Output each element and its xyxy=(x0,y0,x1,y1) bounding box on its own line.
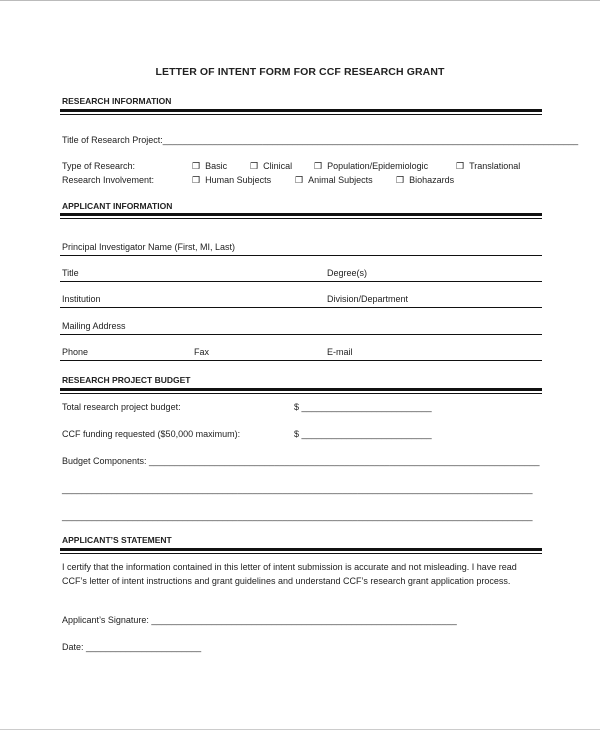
institution-field[interactable]: Institution xyxy=(62,294,101,304)
section-divider xyxy=(60,109,542,112)
research-involvement-label: Research Involvement: xyxy=(62,175,155,185)
checkbox-icon: ❒ xyxy=(250,161,259,171)
phone-field[interactable]: Phone xyxy=(62,347,89,357)
checkbox-label: Population/Epidemiologic xyxy=(327,161,429,171)
checkbox-icon: ❒ xyxy=(192,175,201,185)
division-department-field[interactable]: Division/Department xyxy=(327,294,409,304)
section-divider xyxy=(60,393,542,394)
checkbox-animal-subjects[interactable] xyxy=(295,175,373,186)
checkbox-icon: ❒ xyxy=(295,175,304,185)
budget-components-line[interactable]: ______________________________________________________________________________________________ xyxy=(62,511,533,521)
field-line xyxy=(60,307,542,308)
checkbox-label: Clinical xyxy=(263,161,293,171)
total-budget-label: Total research project budget: xyxy=(62,402,181,412)
checkbox-human-subjects[interactable] xyxy=(192,175,271,186)
ccf-funding-field[interactable]: $ __________________________ xyxy=(294,429,432,439)
section-heading-research-project-budget: RESEARCH PROJECT BUDGET xyxy=(62,375,191,385)
mailing-address-field[interactable]: Mailing Address xyxy=(62,321,126,331)
section-divider xyxy=(60,213,542,216)
checkbox-biohazards[interactable] xyxy=(396,175,454,186)
pi-name-field[interactable]: Principal Investigator Name (First, MI, Last) xyxy=(62,242,236,252)
certification-statement: I certify that the information contained in this letter of intent submission is accurate and not misleading. I have read CCF’s letter of intent instructions and grant guidelines and understand CCF’s research grant application process. xyxy=(62,562,517,586)
form-title: LETTER OF INTENT FORM FOR CCF RESEARCH GRANT xyxy=(155,66,445,78)
field-line xyxy=(60,334,542,335)
section-heading-research-information: RESEARCH INFORMATION xyxy=(62,96,172,106)
checkbox-basic[interactable] xyxy=(192,161,227,172)
ccf-funding-label: CCF funding requested ($50,000 maximum): xyxy=(62,429,241,439)
email-field[interactable]: E-mail xyxy=(327,347,353,357)
checkbox-label: Human Subjects xyxy=(205,175,272,185)
checkbox-population-epidemiologic[interactable] xyxy=(314,161,428,172)
title-of-research-project-field[interactable]: Title of Research Project:___________________________________________________________________________________ xyxy=(62,135,579,145)
section-heading-applicant-information: APPLICANT INFORMATION xyxy=(62,201,173,211)
checkbox-icon: ❒ xyxy=(314,161,323,171)
type-of-research-label: Type of Research: xyxy=(62,161,136,171)
section-divider xyxy=(60,553,542,554)
checkbox-icon: ❒ xyxy=(192,161,201,171)
total-budget-field[interactable]: $ __________________________ xyxy=(294,402,432,412)
checkbox-icon: ❒ xyxy=(456,161,465,171)
date-field[interactable]: Date: _______________________ xyxy=(62,642,202,652)
fax-field[interactable]: Fax xyxy=(194,347,210,357)
checkbox-label: Animal Subjects xyxy=(308,175,373,185)
applicant-signature-field[interactable]: Applicant’s Signature: _____________________________________________________________ xyxy=(62,615,457,625)
field-line xyxy=(60,360,542,361)
field-line xyxy=(60,255,542,256)
checkbox-label: Translational xyxy=(469,161,521,171)
section-divider xyxy=(60,114,542,115)
checkbox-translational[interactable] xyxy=(456,161,520,172)
budget-components-field[interactable]: Budget Components: ______________________________________________________________________________ xyxy=(62,456,540,466)
checkbox-clinical[interactable] xyxy=(250,161,292,172)
checkbox-label: Biohazards xyxy=(409,175,455,185)
degree-field[interactable]: Degree(s) xyxy=(327,268,368,278)
budget-components-line[interactable]: ______________________________________________________________________________________________ xyxy=(62,484,533,494)
checkbox-label: Basic xyxy=(205,161,228,171)
section-divider xyxy=(60,388,542,391)
section-heading-applicants-statement: APPLICANT’S STATEMENT xyxy=(62,535,172,545)
section-divider xyxy=(60,548,542,551)
applicant-title-field[interactable]: Title xyxy=(62,268,79,278)
section-divider xyxy=(60,218,542,219)
page-top-edge xyxy=(0,0,600,1)
checkbox-icon: ❒ xyxy=(396,175,405,185)
field-line xyxy=(60,281,542,282)
